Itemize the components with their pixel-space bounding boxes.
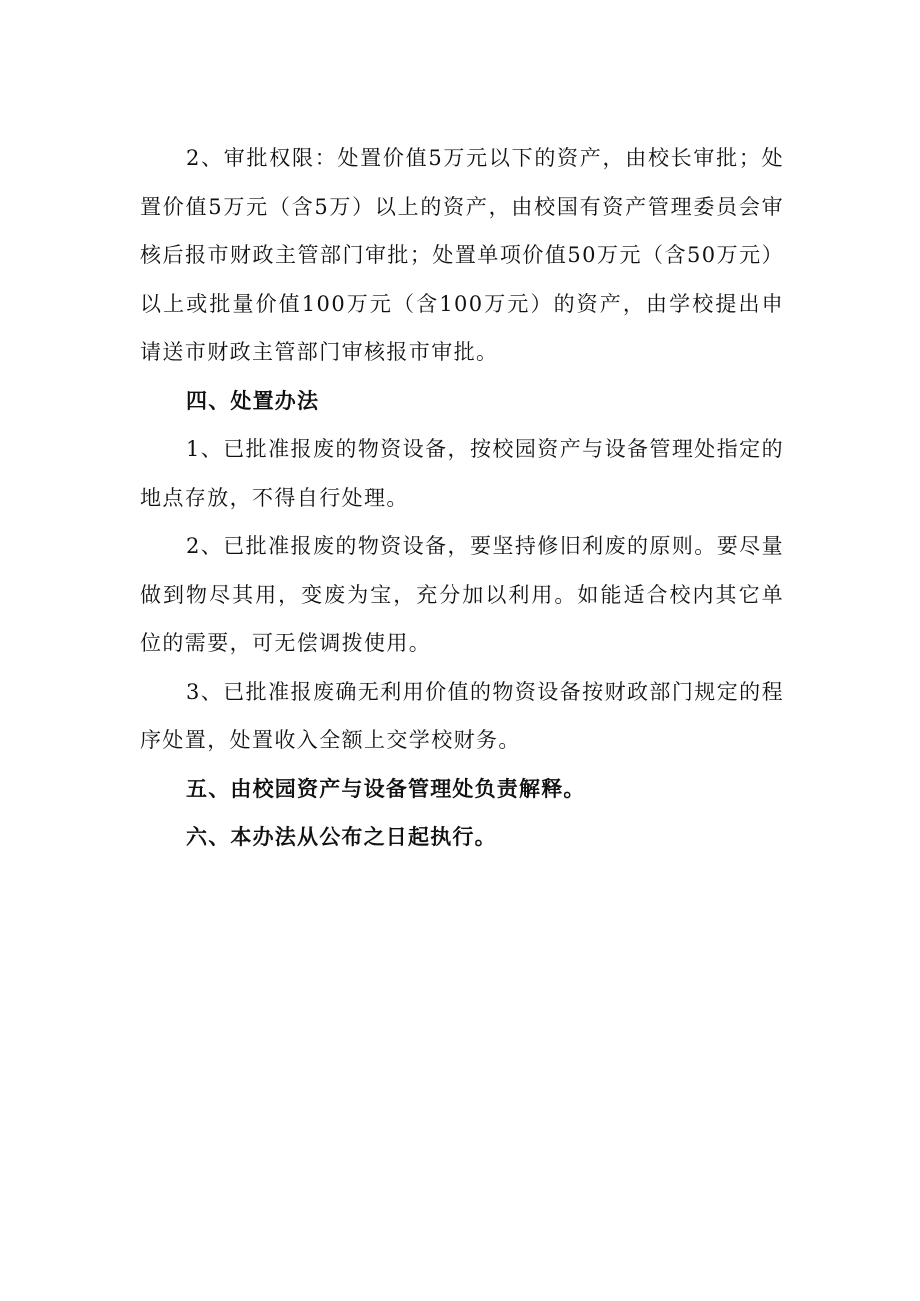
paragraph-storage: 1、已批准报废的物资设备，按校园资产与设备管理处指定的地点存放，不得自行处理。 <box>140 437 784 510</box>
section-heading-disposal-methods: 四、处置办法 <box>186 388 320 413</box>
paragraph-approval-authority: 2、审批权限：处置价值5万元以下的资产，由校长审批；处置价值5万元（含5万）以上的资产，由校国有资产管理委员会审核后报市财政主管部门审批；处置单项价值50万元（含50万元）以上或批量价值100万元（含100万元）的资产，由学校提出申请送市财政主管部门审核报市审批。 <box>140 146 784 364</box>
paragraph-reuse: 2、已批准报废的物资设备，要坚持修旧利废的原则。要尽量做到物尽其用，变废为宝，充分加以利用。如能适合校内其它单位的需要，可无偿调拨使用。 <box>140 534 784 655</box>
section-heading-effective-date: 六、本办法从公布之日起执行。 <box>186 825 497 849</box>
section-heading-interpretation: 五、由校园资产与设备管理处负责解释。 <box>186 776 586 801</box>
document-body <box>140 134 784 862</box>
paragraph-disposal-procedure: 3、已批准报废确无利用价值的物资设备按财政部门规定的程序处置，处置收入全额上交学校财务。 <box>140 679 784 752</box>
